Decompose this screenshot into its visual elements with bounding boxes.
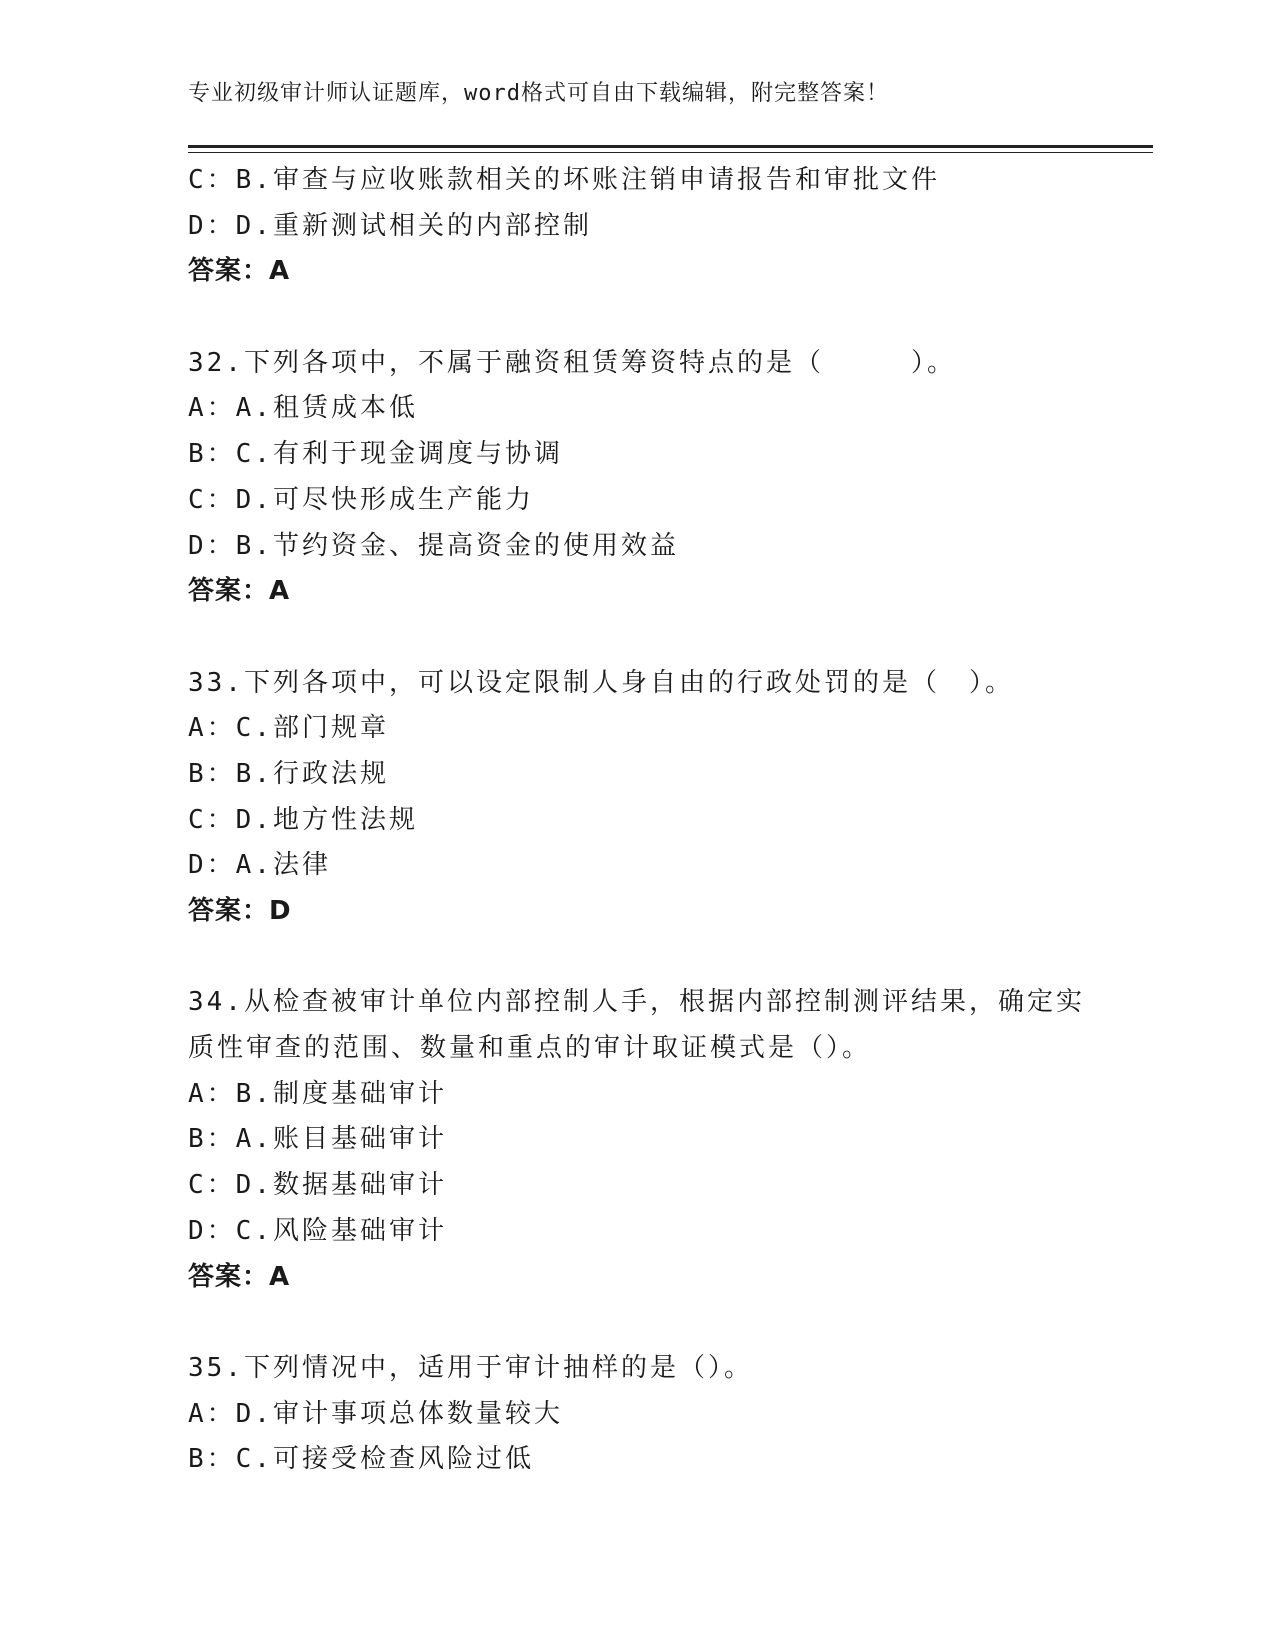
option-b: B：C.可接受检查风险过低 [188,1444,534,1475]
spacer [188,295,1088,341]
question-stem: 33.下列各项中，可以设定限制人身自由的行政处罚的是（ ）。 [188,667,1014,698]
question-32 [188,341,1088,615]
option-d: D：A.法律 [188,850,331,881]
page-header: 专业初级审计师认证题库，word格式可自由下载编辑，附完整答案！ [188,81,889,106]
option-b: B：B.行政法规 [188,758,389,789]
question-31 [188,158,1088,295]
option-b: B：A.账目基础审计 [188,1124,447,1155]
option-a: A：D.审计事项总体数量较大 [188,1398,563,1429]
answer-line: 答案：D [188,896,292,926]
spacer [188,1300,1088,1346]
answer-line: 答案：A [188,576,291,607]
question-stem-line-2: 质性审查的范围、数量和重点的审计取证模式是（）。 [188,1033,872,1064]
question-stem: 35.下列情况中，适用于审计抽样的是（）。 [188,1352,753,1383]
header-divider [188,145,1153,148]
option-d: D：C.风险基础审计 [188,1215,447,1246]
question-list [188,158,1088,1483]
spacer [188,615,1088,661]
option-a: A：B.制度基础审计 [188,1078,447,1109]
question-stem-line-1: 34.从检查被审计单位内部控制人手，根据内部控制测评结果，确定实 [188,987,1085,1018]
option-c: C：B.审查与应收账款相关的坏账注销申请报告和审批文件 [188,165,940,195]
header-divider-thin [188,152,1153,153]
answer-line: 答案：A [188,256,291,287]
option-c: C：D.可尽快形成生产能力 [188,484,534,515]
option-c: C：D.地方性法规 [188,804,418,835]
answer-line: 答案：A [188,1261,291,1292]
question-stem: 32.下列各项中，不属于融资租赁筹资特点的是（ ）。 [188,347,956,378]
question-33 [188,661,1088,935]
question-35 [188,1346,1088,1483]
option-a: A：A.租赁成本低 [188,393,418,424]
option-d: D：B.节约资金、提高资金的使用效益 [188,530,679,561]
option-a: A：C.部门规章 [188,713,389,744]
option-b: B：C.有利于现金调度与协调 [188,439,563,470]
option-d: D：D.重新测试相关的内部控制 [188,210,592,241]
option-c: C：D.数据基础审计 [188,1170,447,1201]
spacer [188,935,1088,981]
question-34 [188,980,1088,1300]
